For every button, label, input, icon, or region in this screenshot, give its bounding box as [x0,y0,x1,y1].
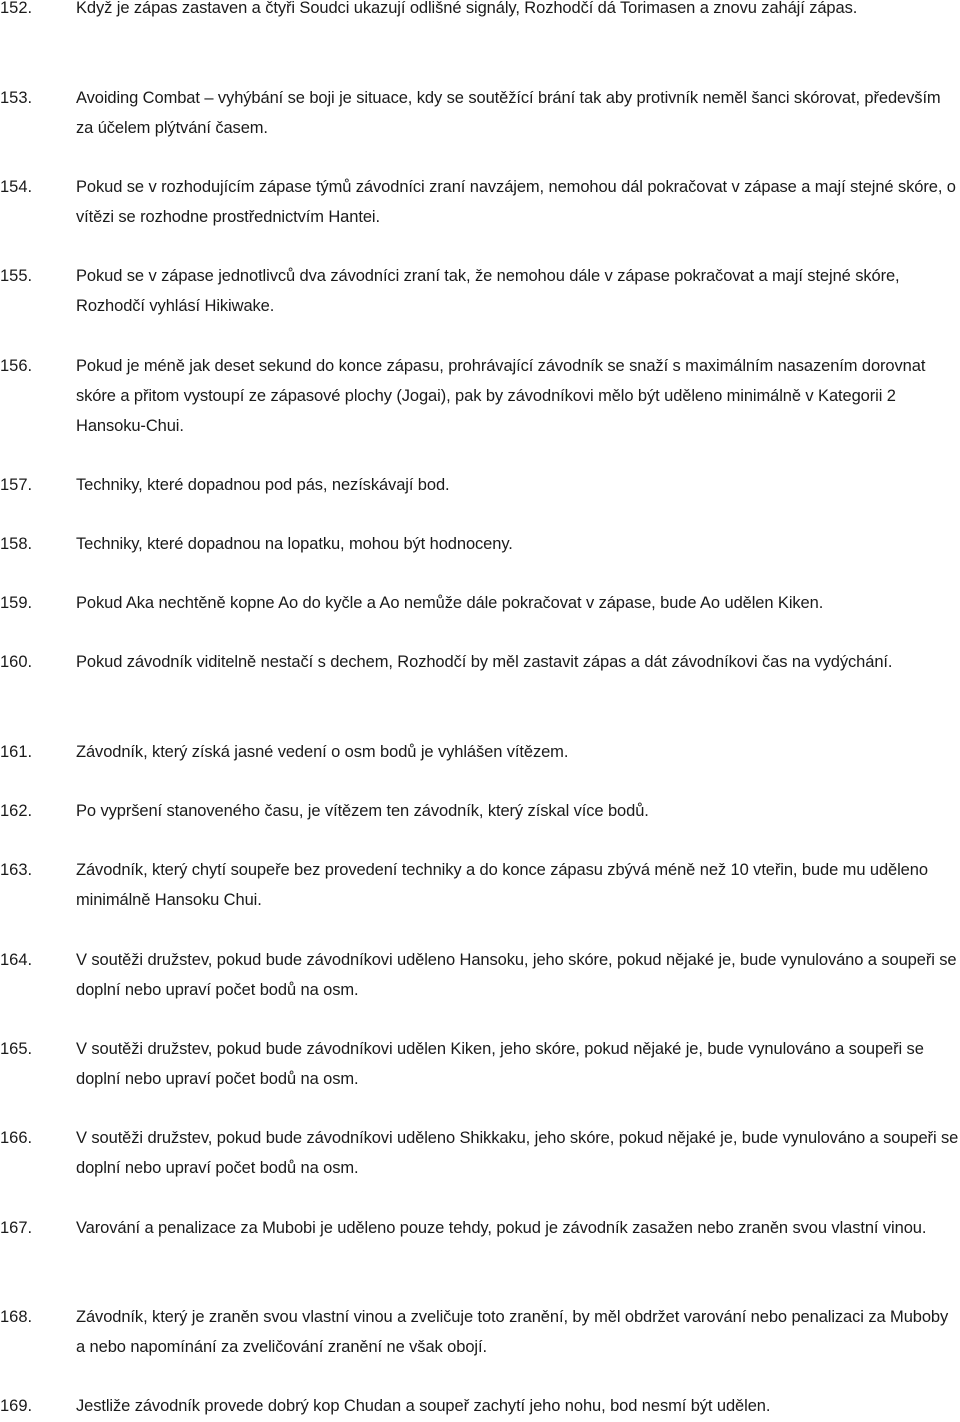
rule-number: 167. [0,1219,33,1237]
rule-text: Avoiding Combat – vyhýbání se boji je situace, kdy se soutěžící brání tak aby protivník neměl šanci skórovat, především za účelem plýtvání časem. [76,89,941,137]
rule-number: 157. [0,476,33,494]
rule-text: Techniky, které dopadnou na lopatku, mohou být hodnoceny. [76,535,513,553]
rule-number: 164. [0,951,33,969]
rule-text: Když je zápas zastaven a čtyři Soudci ukazují odlišné signály, Rozhodčí dá Torimasen a znovu zahájí zápas. [76,0,858,17]
rule-number: 165. [0,1040,33,1058]
rule-number: 155. [0,267,33,285]
rule-number: 153. [0,89,33,107]
rule-number: 158. [0,535,33,553]
rule-text: Techniky, které dopadnou pod pás, nezískávají bod. [76,476,450,494]
rule-text: Jestliže závodník provede dobrý kop Chudan a soupeř zachytí jeho nohu, bod nesmí být udělen. [76,1397,771,1415]
rule-text: Po vypršení stanoveného času, je vítězem ten závodník, který získal více bodů. [76,802,649,820]
rule-number: 156. [0,357,33,375]
rule-number: 169. [0,1397,33,1415]
rule-text: V soutěži družstev, pokud bude závodníkovi uděleno Hansoku, jeho skóre, pokud nějaké je, bude vynulováno a soupeři se doplní nebo upraví počet bodů na osm. [76,951,957,999]
rule-text: Pokud se v rozhodujícím zápase týmů závodníci zraní navzájem, nemohou dál pokračovat v zápase a mají stejné skóre, o vítězi se rozhodne prostřednictvím Hantei. [76,178,956,226]
rule-text: Závodník, který chytí soupeře bez provedení techniky a do konce zápasu zbývá méně než 10 vteřin, bude mu uděleno minimálně Hansoku Chui. [76,861,928,909]
rule-number: 159. [0,594,33,612]
rule-text: Závodník, který je zraněn svou vlastní vinou a zveličuje toto zranění, by měl obdržet varování nebo penalizaci za Muboby a nebo napomínání za zveličování zranění ne však obojí. [76,1308,949,1356]
rule-text: Pokud Aka nechtěně kopne Ao do kyčle a Ao nemůže dále pokračovat v zápase, bude Ao udělen Kiken. [76,594,824,612]
rule-text: Pokud se v zápase jednotlivců dva závodníci zraní tak, že nemohou dále v zápase pokračovat a mají stejné skóre, Rozhodčí vyhlásí Hikiwake. [76,267,900,315]
rule-text: V soutěži družstev, pokud bude závodníkovi udělen Kiken, jeho skóre, pokud nějaké je, bude vynulováno a soupeři se doplní nebo upraví počet bodů na osm. [76,1040,924,1088]
rule-number: 154. [0,178,33,196]
rule-number: 163. [0,861,33,879]
rule-text: Pokud závodník viditelně nestačí s dechem, Rozhodčí by měl zastavit zápas a dát závodníkovi čas na vydýchání. [76,653,893,671]
rule-number: 161. [0,743,33,761]
rule-number: 166. [0,1129,33,1147]
rule-text: Závodník, který získá jasné vedení o osm bodů je vyhlášen vítězem. [76,743,569,761]
rule-number: 152. [0,0,33,17]
rule-number: 168. [0,1308,33,1326]
rule-text: Pokud je méně jak deset sekund do konce zápasu, prohrávající závodník se snaží s maximálním nasazením dorovnat skóre a přitom vystoupí ze zápasové plochy (Jogai), pak by závodníkovi mělo být uděleno minimálně v Kategorii 2 Hansoku-Chui. [76,357,926,435]
rule-text: Varování a penalizace za Mubobi je uděleno pouze tehdy, pokud je závodník zasažen nebo zraněn svou vlastní vinou. [76,1219,927,1237]
rule-text: V soutěži družstev, pokud bude závodníkovi uděleno Shikkaku, jeho skóre, pokud nějaké je, bude vynulováno a soupeři se doplní nebo upraví počet bodů na osm. [76,1129,959,1177]
rule-number: 160. [0,653,33,671]
rule-number: 162. [0,802,33,820]
